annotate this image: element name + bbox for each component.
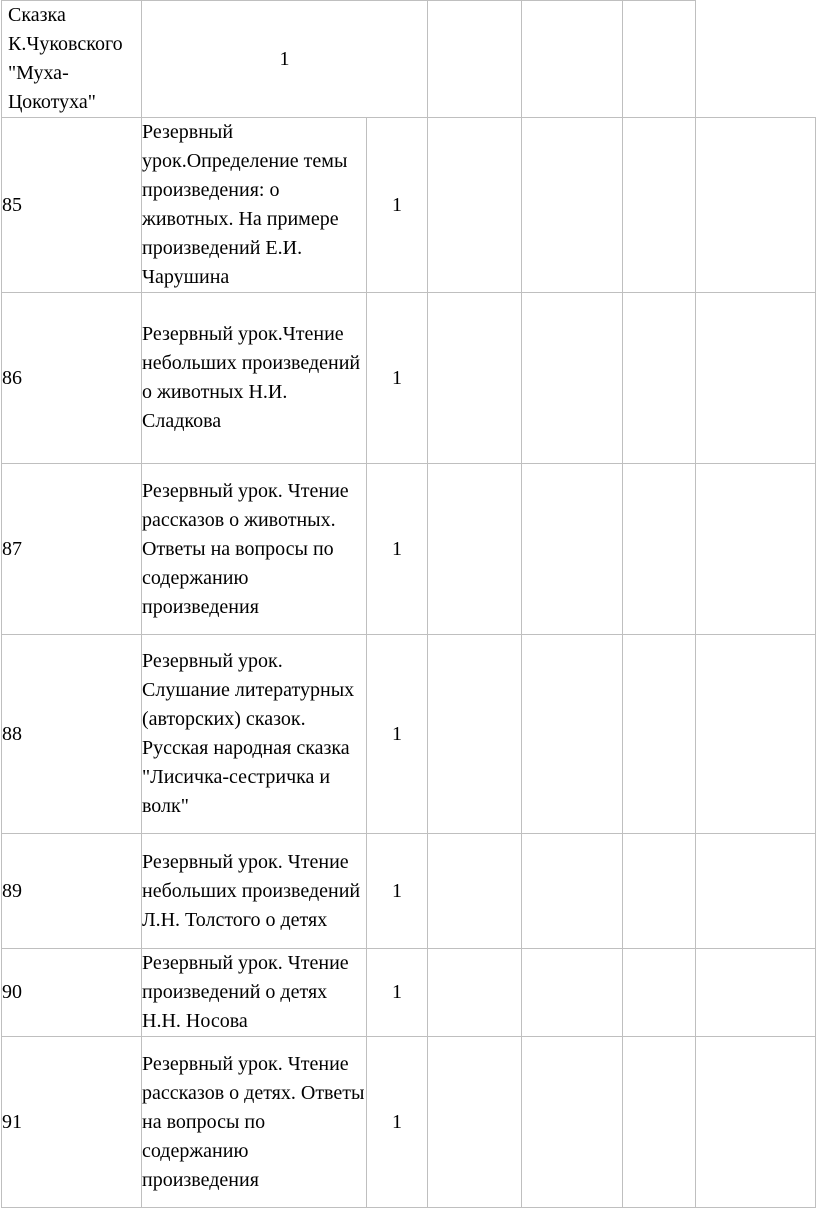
table-row (2, 118, 816, 293)
table-row (2, 635, 816, 834)
table-row (2, 949, 816, 1037)
lesson-title-cell: Резервный урок. Чтение произведений о детях Н.Н. Носова (142, 949, 367, 1037)
empty-cell (696, 118, 816, 293)
empty-cell (696, 464, 816, 635)
empty-cell (428, 1, 522, 118)
blank-area (696, 1, 816, 118)
lesson-title-cell: Резервный урок.Определение темы произведения: о животных. На примере произведений Е.И. Чарушина (142, 118, 367, 293)
empty-cell (428, 1037, 522, 1208)
empty-cell (428, 834, 522, 949)
empty-cell (623, 635, 696, 834)
empty-cell (623, 1, 696, 118)
table-row (2, 1, 816, 118)
empty-cell (522, 118, 623, 293)
table-row (2, 1037, 816, 1208)
empty-cell (428, 635, 522, 834)
lesson-plan-table (1, 0, 816, 1208)
table-row (2, 464, 816, 635)
empty-cell (696, 635, 816, 834)
lesson-title-cell: Резервный урок.Чтение небольших произведений о животных Н.И. Сладкова (142, 293, 367, 464)
empty-cell (428, 464, 522, 635)
empty-cell (696, 1037, 816, 1208)
table-row (2, 293, 816, 464)
hours-cell: 1 (367, 834, 428, 949)
lesson-number-cell: 90 (2, 949, 142, 1037)
lesson-title-cell: Резервный урок. Чтение рассказов о детях. Ответы на вопросы по содержанию произведения (142, 1037, 367, 1208)
hours-cell: 1 (367, 464, 428, 635)
hours-cell: 1 (142, 1, 428, 118)
lesson-title-cell: Резервный урок. Слушание литературных (авторских) сказок. Русская народная сказка "Лисичка-сестричка и волк" (142, 635, 367, 834)
lesson-number-cell: 88 (2, 635, 142, 834)
empty-cell (522, 293, 623, 464)
empty-cell (623, 293, 696, 464)
lesson-title-cell: Сказка К.Чуковского "Муха-Цокотуха" (2, 1, 142, 118)
empty-cell (428, 118, 522, 293)
hours-cell: 1 (367, 949, 428, 1037)
lesson-number-cell: 87 (2, 464, 142, 635)
empty-cell (696, 293, 816, 464)
table-row (2, 834, 816, 949)
hours-cell: 1 (367, 293, 428, 464)
empty-cell (428, 949, 522, 1037)
lesson-title-cell: Резервный урок. Чтение небольших произведений Л.Н. Толстого о детях (142, 834, 367, 949)
lesson-number-cell: 91 (2, 1037, 142, 1208)
lesson-title-cell: Резервный урок. Чтение рассказов о животных. Ответы на вопросы по содержанию произведения (142, 464, 367, 635)
lesson-number-cell: 86 (2, 293, 142, 464)
hours-cell: 1 (367, 635, 428, 834)
empty-cell (623, 464, 696, 635)
hours-cell: 1 (367, 118, 428, 293)
empty-cell (623, 118, 696, 293)
lesson-number-cell: 89 (2, 834, 142, 949)
hours-cell: 1 (367, 1037, 428, 1208)
empty-cell (522, 1037, 623, 1208)
empty-cell (522, 464, 623, 635)
empty-cell (623, 1037, 696, 1208)
empty-cell (522, 834, 623, 949)
lesson-number-cell: 85 (2, 118, 142, 293)
empty-cell (522, 1, 623, 118)
empty-cell (623, 949, 696, 1037)
empty-cell (696, 949, 816, 1037)
empty-cell (428, 293, 522, 464)
empty-cell (522, 949, 623, 1037)
empty-cell (522, 635, 623, 834)
empty-cell (623, 834, 696, 949)
empty-cell (696, 834, 816, 949)
